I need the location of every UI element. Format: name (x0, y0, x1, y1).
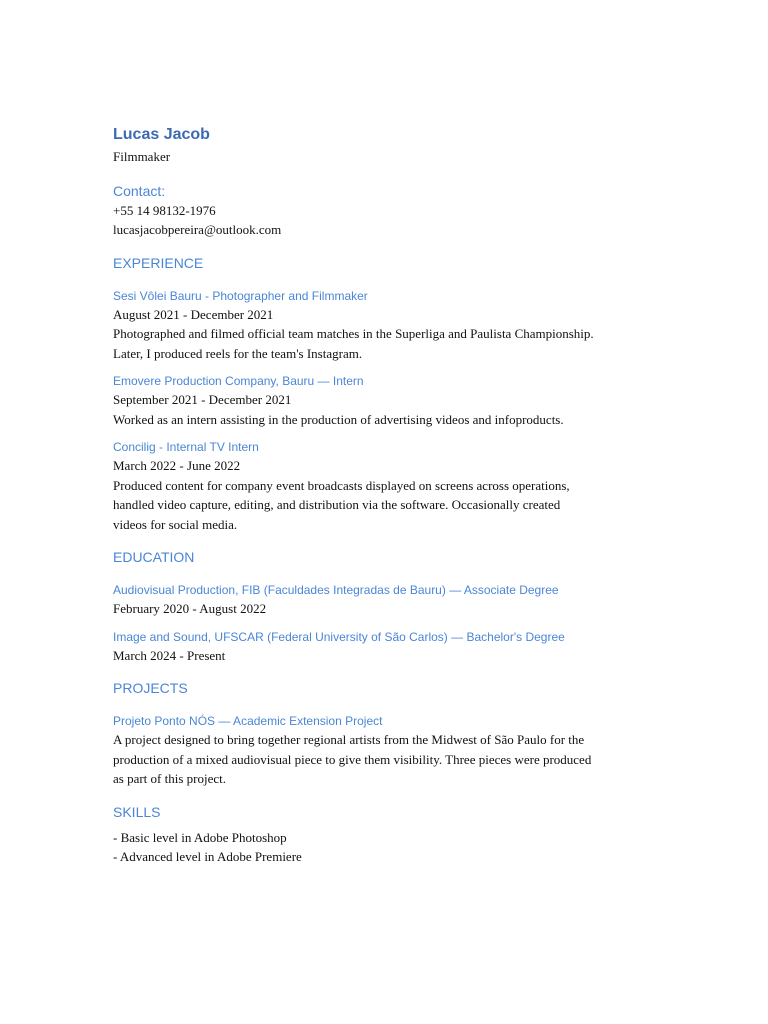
experience-entry-description-line: Produced content for company event broadcasts displayed on screens across operations, (113, 477, 570, 493)
skills-heading: SKILLS (113, 803, 161, 820)
project-entry-description-line: A project designed to bring together regional artists from the Midwest of São Paulo for the (113, 732, 585, 747)
skill-item: - Basic level in Adobe Photoshop (113, 829, 287, 845)
education-heading: EDUCATION (113, 549, 195, 565)
candidate-role: Filmmaker (113, 149, 171, 164)
skill-item: - Advanced level in Adobe Premiere (113, 849, 302, 864)
experience-entry-description-line: handled video capture, editing, and distribution via the software. Occasionally created (113, 497, 561, 512)
project-entry-description-line: as part of this project. (113, 771, 226, 786)
experience-entry-description-line: Later, I produced reels for the team's Instagram. (113, 345, 363, 361)
candidate-name: Lucas Jacob (113, 126, 210, 143)
education-entry-dates: February 2020 - August 2022 (113, 601, 267, 616)
project-entry-title: Projeto Ponto NÓS — Academic Extension Project (113, 714, 383, 728)
project-entry-description-line: production of a mixed audiovisual piece to give them visibility. Three pieces were produced (113, 751, 592, 767)
experience-entry-dates: September 2021 - December 2021 (113, 392, 292, 407)
resume-page (113, 124, 693, 867)
skills-list (113, 828, 693, 867)
contact-phone: +55 14 98132-1976 (113, 202, 216, 218)
experience-entry-dates: March 2022 - June 2022 (113, 458, 241, 473)
experience-entry (113, 438, 693, 534)
experience-heading: EXPERIENCE (113, 254, 204, 271)
education-entry (113, 628, 693, 666)
contact-email: lucasjacobpereira@outlook.com (113, 222, 282, 237)
experience-entry-description-line: Worked as an intern assisting in the production of advertising videos and infoproducts. (113, 411, 564, 427)
education-entry-title: Image and Sound, UFSCAR (Federal University of São Carlos) — Bachelor's Degree (113, 629, 565, 644)
experience-entry-dates: August 2021 - December 2021 (113, 306, 274, 322)
education-entry (113, 581, 693, 619)
experience-entry-title: Concilig - Internal TV Intern (113, 440, 259, 454)
contact-heading: Contact: (113, 182, 166, 199)
experience-entry (113, 287, 693, 364)
experience-entry-description-line: Photographed and filmed official team matches in the Superliga and Paulista Championship. (113, 326, 594, 341)
education-entry-title: Audiovisual Production, FIB (Faculdades Integradas de Bauru) — Associate Degree (113, 583, 559, 597)
experience-entry-description-line: videos for social media. (113, 516, 238, 532)
experience-entry-title: Emovere Production Company, Bauru — Intern (113, 374, 364, 388)
project-entry (113, 712, 693, 789)
projects-heading: PROJECTS (113, 680, 188, 696)
education-entry-dates: March 2024 - Present (113, 647, 226, 663)
experience-entry-title: Sesi Vôlei Bauru - Photographer and Filmmaker (113, 288, 368, 303)
experience-entry (113, 372, 693, 429)
